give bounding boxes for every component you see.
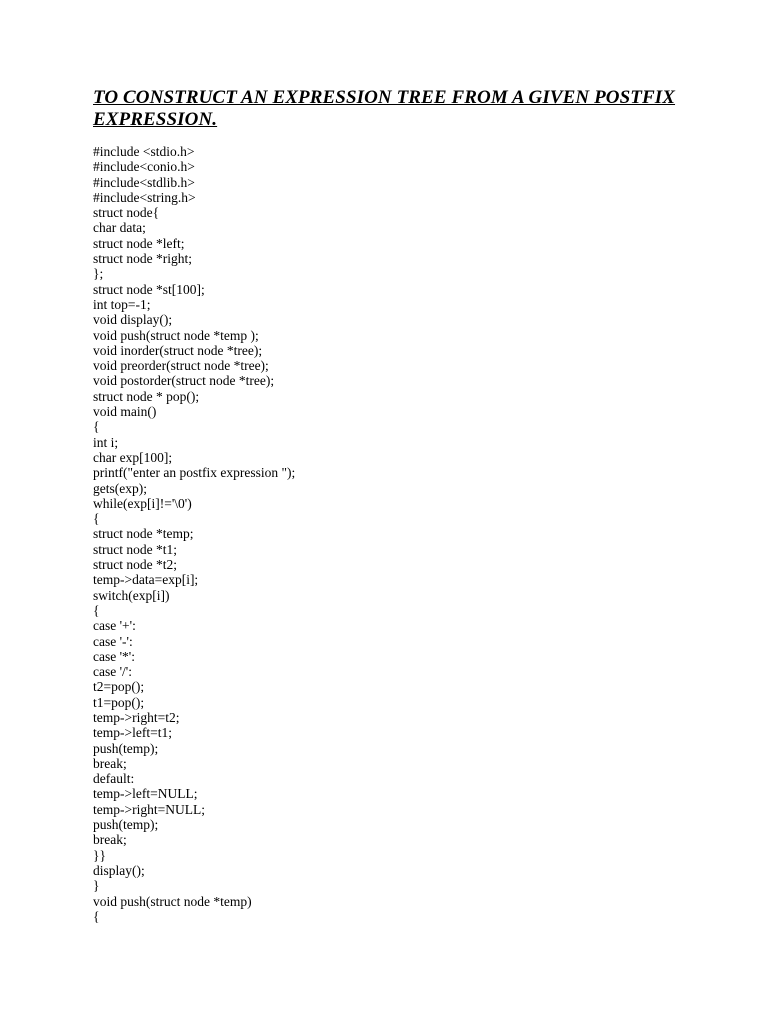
code-line: struct node *left; bbox=[93, 235, 185, 251]
code-line: temp->left=NULL; bbox=[93, 786, 198, 802]
code-line: struct node *right; bbox=[93, 251, 192, 267]
code-line: #include<stdlib.h> bbox=[93, 174, 195, 190]
code-line: int top=-1; bbox=[93, 296, 151, 312]
code-line: void main() bbox=[93, 404, 157, 420]
code-line: break; bbox=[93, 755, 127, 771]
document-title: TO CONSTRUCT AN EXPRESSION TREE FROM A GIVEN POSTFIX EXPRESSION. bbox=[93, 87, 676, 130]
code-line: temp->right=t2; bbox=[93, 709, 180, 725]
code-line: char data; bbox=[93, 220, 146, 236]
code-line: void postorder(struct node *tree); bbox=[93, 373, 275, 389]
code-line: void display(); bbox=[93, 312, 173, 328]
code-line: { bbox=[93, 419, 100, 435]
code-line: temp->data=exp[i]; bbox=[93, 572, 199, 588]
code-line: #include<string.h> bbox=[93, 189, 196, 205]
code-line: temp->left=t1; bbox=[93, 725, 172, 741]
code-line: struct node * pop(); bbox=[93, 388, 200, 404]
code-line: case '*': bbox=[93, 648, 135, 664]
code-line: #include<conio.h> bbox=[93, 159, 195, 175]
code-line: case '/': bbox=[93, 664, 132, 680]
code-line: char exp[100]; bbox=[93, 449, 173, 465]
code-line: printf("enter an postfix expression "); bbox=[93, 465, 296, 481]
code-line: { bbox=[93, 602, 100, 618]
code-line: int i; bbox=[93, 434, 119, 450]
code-line: case '-': bbox=[93, 633, 133, 649]
code-line: { bbox=[93, 908, 100, 924]
code-line: t2=pop(); bbox=[93, 679, 145, 695]
code-line: push(temp); bbox=[93, 740, 159, 756]
code-line: void push(struct node *temp) bbox=[93, 893, 252, 909]
code-line: }; bbox=[93, 266, 104, 282]
code-line: { bbox=[93, 511, 100, 527]
code-line: default: bbox=[93, 771, 135, 787]
code-line: temp->right=NULL; bbox=[93, 801, 205, 817]
code-line: gets(exp); bbox=[93, 480, 147, 496]
code-line: struct node *st[100]; bbox=[93, 281, 205, 297]
code-line: struct node *t1; bbox=[93, 541, 177, 557]
code-line: void preorder(struct node *tree); bbox=[93, 358, 269, 374]
code-line: break; bbox=[93, 832, 127, 848]
code-line: struct node{ bbox=[93, 205, 160, 221]
code-line: struct node *temp; bbox=[93, 526, 194, 542]
code-listing bbox=[93, 144, 295, 924]
code-line: void inorder(struct node *tree); bbox=[93, 342, 263, 358]
code-line: push(temp); bbox=[93, 817, 159, 833]
code-line: struct node *t2; bbox=[93, 557, 177, 573]
code-line: t1=pop(); bbox=[93, 694, 145, 710]
code-line: } bbox=[93, 878, 100, 894]
code-line: case '+': bbox=[93, 618, 136, 634]
code-line: void push(struct node *temp ); bbox=[93, 327, 259, 343]
code-line: display(); bbox=[93, 862, 145, 878]
code-line: #include <stdio.h> bbox=[93, 144, 195, 159]
code-line: while(exp[i]!='\0') bbox=[93, 495, 192, 511]
code-line: }} bbox=[93, 847, 106, 863]
code-line: switch(exp[i]) bbox=[93, 587, 170, 603]
